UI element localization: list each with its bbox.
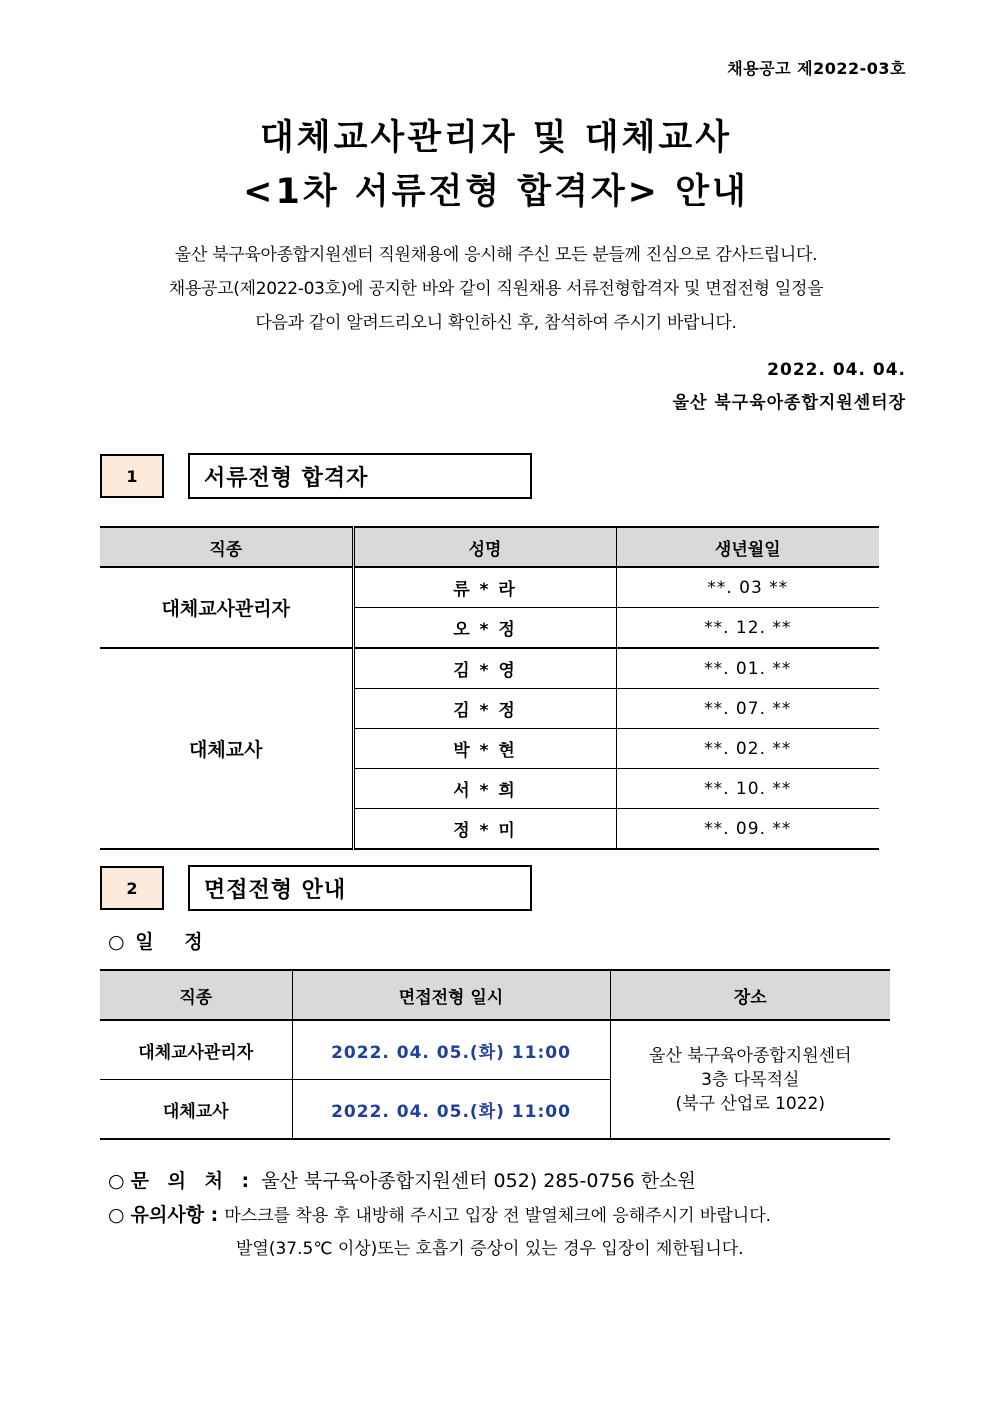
datetime-cell: 2022. 04. 05.(화) 11:00	[292, 1080, 610, 1140]
table-header-row	[100, 527, 879, 567]
intro-line: 울산 북구육아종합지원센터 직원채용에 응시해 주신 모든 분들께 진심으로 감사드립니다.	[174, 245, 818, 265]
table-row	[100, 648, 879, 689]
inquiry-text: 울산 북구육아종합지원센터 052) 285-0756 한소원	[261, 1170, 696, 1192]
intro-line: 채용공고(제2022-03호)에 공지한 바와 같이 직원채용 서류전형합격자 및 면접전형 일정을	[168, 279, 824, 299]
inquiry-label: 문 의 처 :	[130, 1170, 256, 1192]
header-place: 장소	[610, 970, 890, 1020]
page-title-line2: <1차 서류전형 합격자> 안내	[243, 172, 749, 212]
intro-line: 다음과 같이 알려드리오니 확인하신 후, 참석하여 주시기 바랍니다.	[255, 313, 737, 333]
name-cell: 김 * 영	[353, 648, 616, 689]
page-title-line1: 대체교사관리자 및 대체교사	[259, 118, 733, 158]
bullet-circle: ○	[108, 931, 127, 953]
place-line: 3층 다목적실	[701, 1069, 800, 1090]
birth-cell: **. 12. **	[616, 608, 879, 649]
job-cell: 대체교사	[189, 739, 263, 761]
name-cell: 박 * 현	[353, 729, 616, 769]
document-pass-table	[100, 526, 879, 850]
inquiry-line	[108, 1166, 696, 1193]
organization-signature: 울산 북구육아종합지원센터장	[672, 393, 906, 413]
caution-line	[108, 1200, 771, 1227]
datetime-cell: 2022. 04. 05.(화) 11:00	[292, 1020, 610, 1080]
header-datetime: 면접전형 일시	[292, 970, 610, 1020]
birth-cell: **. 03 **	[616, 567, 879, 608]
place-line: (북구 산업로 1022)	[675, 1093, 825, 1114]
notice-number: 채용공고 제2022-03호	[727, 59, 906, 78]
header-job: 직종	[100, 527, 353, 567]
bullet-circle: ○	[108, 1170, 125, 1192]
bullet-circle: ○	[108, 1204, 125, 1226]
place-cell	[610, 1020, 890, 1139]
schedule-label-text: 일 정	[135, 931, 215, 953]
birth-cell: **. 01. **	[616, 648, 879, 689]
section1-title: 서류전형 합격자	[188, 453, 532, 499]
table-row	[100, 567, 879, 608]
table-row	[100, 1020, 890, 1080]
name-cell: 정 * 미	[353, 809, 616, 850]
header-birth: 생년월일	[616, 527, 879, 567]
name-cell: 류 * 라	[353, 567, 616, 608]
birth-cell: **. 10. **	[616, 769, 879, 809]
section2-number: 2	[100, 866, 164, 910]
notice-date: 2022. 04. 04.	[767, 360, 906, 380]
place-line: 울산 북구육아종합지원센터	[649, 1045, 852, 1066]
intro-paragraph	[0, 238, 992, 340]
birth-cell: **. 09. **	[616, 809, 879, 850]
job-cell: 대체교사	[162, 1101, 229, 1122]
name-cell: 김 * 정	[353, 689, 616, 729]
section2-title: 면접전형 안내	[188, 865, 532, 911]
name-cell: 서 * 희	[353, 769, 616, 809]
caution-text-line2: 발열(37.5℃ 이상)또는 호흡기 증상이 있는 경우 입장이 제한됩니다.	[236, 1239, 744, 1259]
interview-schedule-table	[100, 969, 890, 1140]
schedule-label	[108, 927, 215, 954]
header-name: 성명	[353, 527, 616, 567]
caution-text: 마스크를 착용 후 내방해 주시고 입장 전 발열체크에 응해주시기 바랍니다.	[224, 1206, 772, 1226]
job-cell: 대체교사관리자	[100, 1020, 292, 1080]
section1-number: 1	[100, 454, 164, 498]
name-cell: 오 * 정	[353, 608, 616, 649]
birth-cell: **. 07. **	[616, 689, 879, 729]
birth-cell: **. 02. **	[616, 729, 879, 769]
header-job: 직종	[100, 970, 292, 1020]
job-cell: 대체교사관리자	[100, 567, 353, 648]
caution-label: 유의사항 :	[130, 1204, 219, 1226]
table-header-row	[100, 970, 890, 1020]
